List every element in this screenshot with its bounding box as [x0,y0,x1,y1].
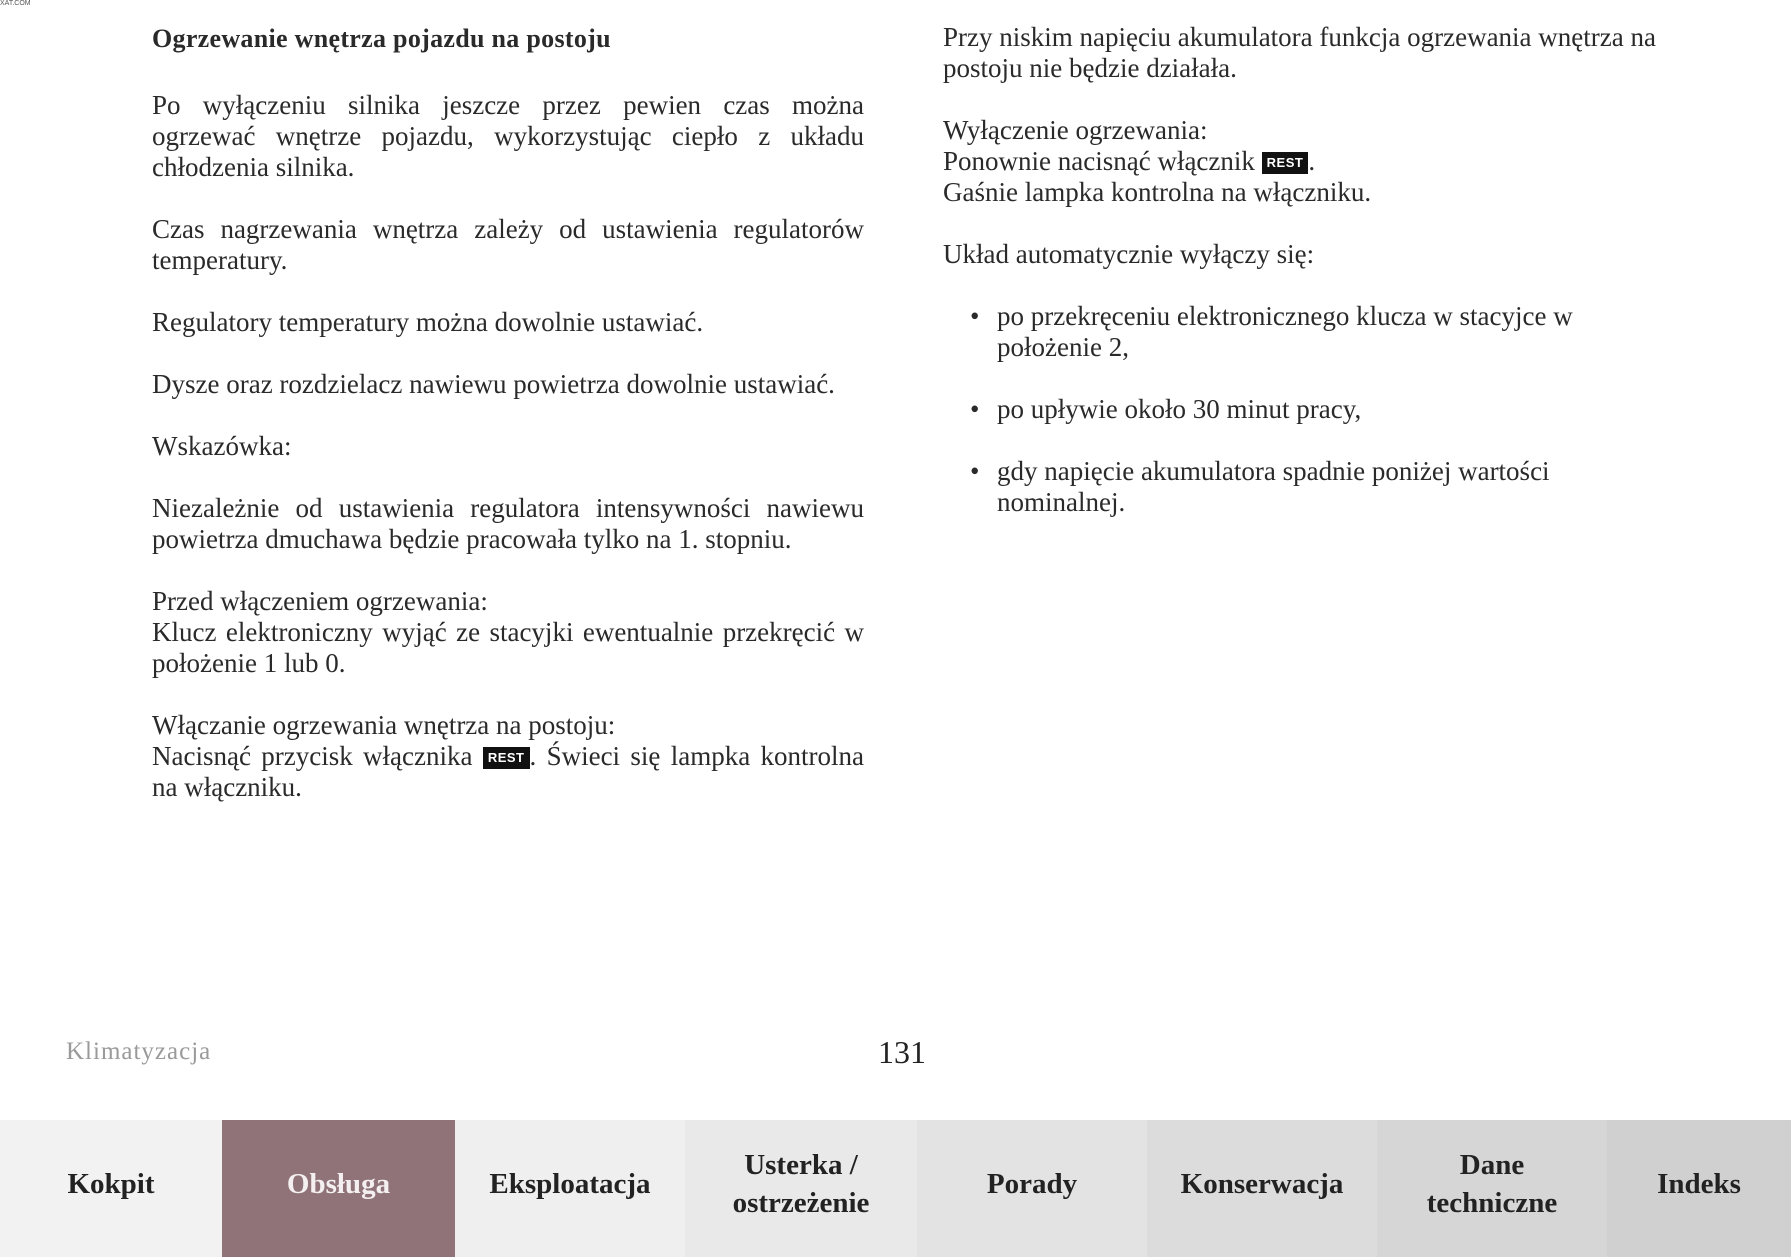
instruction-text: . Świeci się lampka kontrolna na włączniku. [152,741,864,802]
tab-label: Eksploatacja [489,1167,651,1200]
tab-obsluga[interactable] [222,1120,455,1257]
bullet-icon: • [970,456,980,486]
paragraph [943,115,1663,208]
paragraph: Niezależnie od ustawienia regulatora intensywności nawiewu powietrza dmuchawa będzie pracowała tylko na 1. stopniu. [152,493,864,554]
rest-key-icon: REST [483,747,530,769]
instruction-text: Nacisnąć przycisk włącznika [152,741,483,771]
bullet-icon: • [970,301,980,331]
chapter-tab-bar [0,1120,1791,1257]
list-item-text: gdy napięcie akumulatora spadnie poniżej wartości nominalnej. [997,456,1550,517]
tab-indeks[interactable] [1607,1120,1791,1257]
page-number: 131 [878,1034,926,1070]
subheading: Włączanie ogrzewania wnętrza na postoju: [152,710,616,740]
note-label: Wskazówka: [152,431,292,461]
tab-dane-techniczne[interactable] [1377,1120,1607,1257]
tab-label: techniczne [1426,1186,1558,1219]
right-column [943,22,1663,549]
list-item-text: po przekręceniu elektronicznego klucza w stacyjce w położenie 2, [997,301,1573,362]
tab-label: Porady [986,1167,1078,1200]
list-item [943,394,1583,425]
instruction-text: Klucz elektroniczny wyjąć ze stacyjki ewentualnie przekręcić w położenie 1 lub 0. [152,617,864,678]
tab-eksploatacja[interactable] [455,1120,685,1257]
instruction-text: Gaśnie lampka kontrolna na włączniku. [943,177,1372,207]
list-item [943,301,1583,363]
watermark: XAT.COM [0,0,31,7]
list-item [943,456,1583,518]
instruction-text: Ponownie nacisnąć włącznik [943,146,1262,176]
bullet-list [943,301,1583,518]
paragraph: Układ automatycznie wyłączy się: [943,239,1315,269]
subheading: Przed włączeniem ogrzewania: [152,586,488,616]
tab-label: Kokpit [67,1167,155,1200]
paragraph [152,586,864,679]
section-heading: Ogrzewanie wnętrza pojazdu na postoju [152,24,611,53]
paragraph: Regulatory temperatury można dowolnie ustawiać. [152,307,704,337]
tab-label: Dane [1459,1148,1525,1181]
tab-kokpit[interactable] [0,1120,222,1257]
bullet-icon: • [970,394,980,424]
instruction-text: . [1308,146,1316,176]
tab-konserwacja[interactable] [1147,1120,1377,1257]
tab-label: Obsługa [286,1167,391,1200]
tab-usterka[interactable] [685,1120,917,1257]
tab-label: Konserwacja [1180,1167,1344,1200]
paragraph: Po wyłączeniu silnika jeszcze przez pewien czas można ogrzewać wnętrze pojazdu, wykorzystując ciepło z układu chłodzenia silnika. [152,90,864,182]
paragraph: Przy niskim napięciu akumulatora funkcja ogrzewania wnętrza na postoju nie będzie działała. [943,22,1656,83]
list-item-text: po upływie około 30 minut pracy, [997,394,1362,424]
tab-label: ostrzeżenie [732,1186,870,1219]
subheading: Wyłączenie ogrzewania: [943,115,1208,145]
tab-label: Usterka / [744,1148,858,1181]
paragraph: Dysze oraz rozdzielacz nawiewu powietrza dowolnie ustawiać. [152,369,835,399]
rest-key-icon: REST [1262,152,1309,174]
left-column [152,90,864,834]
tab-porady[interactable] [917,1120,1147,1257]
tab-label: Indeks [1657,1167,1741,1200]
paragraph: Czas nagrzewania wnętrza zależy od ustawienia regulatorów temperatury. [152,214,864,275]
section-label: Klimatyzacja [66,1038,212,1065]
paragraph [152,710,864,803]
